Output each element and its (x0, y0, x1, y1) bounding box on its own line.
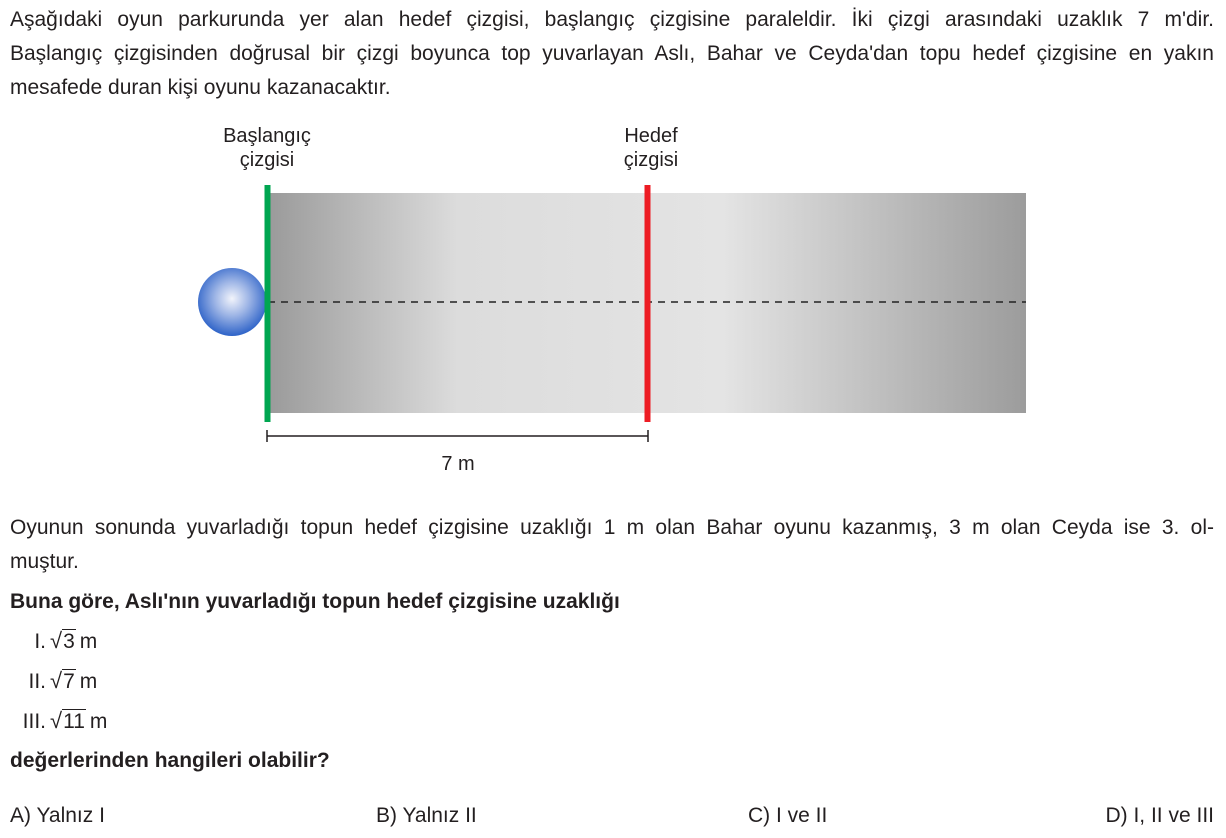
intro-line: mesafede duran kişi oyunu kazanacaktır. (10, 76, 391, 99)
course-track (268, 193, 1026, 413)
result-paragraph (10, 511, 1214, 579)
target-line-label: Hedef çizgisi (623, 125, 679, 171)
intro-line: Başlangıç çizgisinden doğrusal bir çizgi boyunca top yuvarlayan Aslı, Bahar ve Ceyda'dan topu hedef çizgisine en yakın (10, 42, 1214, 65)
unit: m (79, 630, 98, 653)
statement-numeral: III. (22, 710, 46, 733)
answer-choice-d[interactable]: D) I, II ve III (1105, 804, 1214, 827)
unit: m (79, 670, 98, 693)
question-stem: Buna göre, Aslı'nın yuvarladığı topun hedef çizgisine uzaklığı (10, 590, 620, 613)
distance-label: 7 m (441, 453, 475, 475)
square-root: √11 (50, 708, 85, 733)
result-line: Oyunun sonunda yuvarladığı topun hedef çizgisine uzaklığı 1 m olan Bahar oyunu kazanmış, 3 m olan Ceyda ise 3. ol- (10, 516, 1214, 539)
statement-iii (10, 706, 107, 737)
square-root: √3 (50, 628, 75, 653)
answer-choice-a[interactable]: A) Yalnız I (10, 804, 105, 827)
statement-ii (10, 666, 97, 697)
result-line: muştur. (10, 550, 79, 573)
intro-line: Aşağıdaki oyun parkurunda yer alan hedef çizgisi, başlangıç çizgisine paraleldir. İki çizgi arasındaki uzaklık 7 m'dir. (10, 8, 1214, 31)
ball-icon (198, 268, 266, 336)
square-root: √7 (50, 668, 75, 693)
answer-choice-c[interactable]: C) I ve II (748, 804, 828, 827)
intro-paragraph (10, 3, 1214, 105)
statement-numeral: II. (28, 670, 46, 693)
start-line-label: Başlangıç çizgisi (223, 125, 311, 171)
unit: m (89, 710, 108, 733)
statement-i (10, 626, 97, 657)
statement-numeral: I. (34, 630, 46, 653)
answer-choice-b[interactable]: B) Yalnız II (376, 804, 477, 827)
question-closing: değerlerinden hangileri olabilir? (10, 749, 330, 772)
